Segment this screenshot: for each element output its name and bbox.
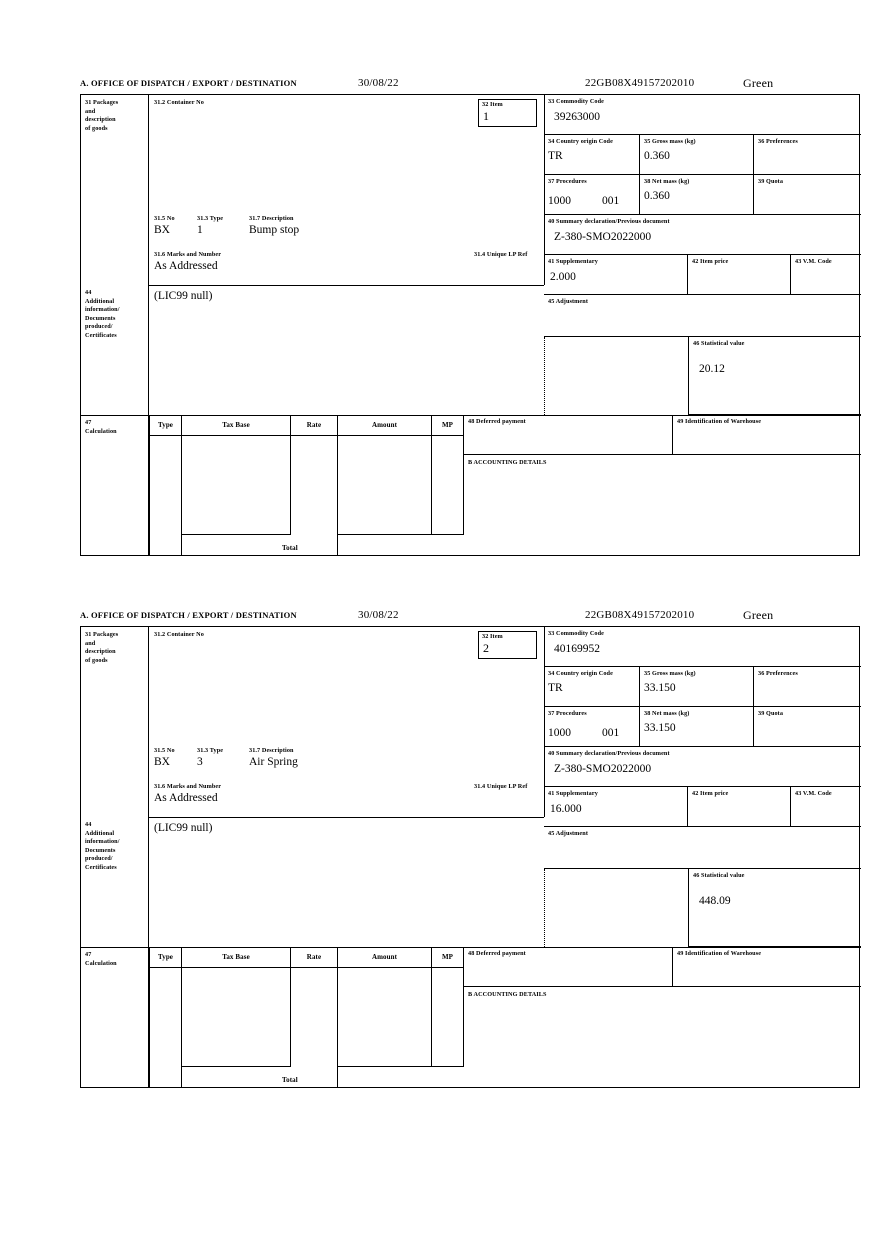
label-31-6-marks: 31.6 Marks and Number [154,251,222,258]
box-b-accounting-details [464,455,861,556]
gross-mass-value-2: 33.150 [644,681,676,694]
calc-header-rate-2: Rate [291,947,338,968]
package-type-value: 1 [197,224,203,236]
calc-body-tax-base[interactable] [182,436,291,535]
country-origin-value: TR [548,149,563,162]
label-31-5-no-2: 31.5 No [154,747,175,754]
movement-reference-number-2: 22GB08X49157202010 [585,609,695,621]
box-39-quota-2 [754,707,861,747]
box-45-label-2: 45 Adjustment [548,830,588,837]
box-32-label-2: 32 Item [482,633,503,640]
package-no-value-2: BX [154,756,170,768]
item-number-value-2: 2 [483,640,489,655]
label-31-3-type: 31.3 Type [197,215,224,222]
box-45-label: 45 Adjustment [548,298,588,305]
box-39-label: 39 Quota [758,178,784,185]
supplementary-value-2: 16.000 [550,802,582,815]
box-43-label-2: 43 V.M. Code [795,790,832,797]
marks-and-number-value-2: As Addressed [154,792,218,804]
box-31-divider [81,95,149,285]
box-38-net-mass [640,175,754,215]
box-43-label: 43 V.M. Code [795,258,832,265]
calc-header-tax-base-2: Tax Base [182,947,291,968]
label-31-3-type-2: 31.3 Type [197,747,224,754]
box-32-item-2 [478,631,537,659]
calc-header-mp: MP [432,415,464,436]
box-47-label-2: 47 Calculation [81,947,149,1088]
box-33-label-2: 33 Commodity Code [548,630,605,637]
calc-total-label-2: Total [282,1076,298,1084]
box-48-label-2: 48 Deferred payment [468,950,526,957]
procedure-code-2: 001 [602,195,620,207]
customs-declaration-form-1 [80,78,860,556]
box-49-label: 49 Identification of Warehouse [677,418,762,425]
box-37-label: 37 Procedures [548,178,587,185]
box-34-label: 34 Country origin Code [548,138,613,145]
box-46-label-2: 46 Statistical value [693,872,745,879]
calc-total-label: Total [282,544,298,552]
box-44-additional-information-2 [149,817,544,947]
package-description-value-2: Air Spring [249,756,298,768]
office-of-dispatch-label: A. OFFICE OF DISPATCH / EXPORT / DESTINATION [80,78,297,88]
office-of-dispatch-label-2: A. OFFICE OF DISPATCH / EXPORT / DESTINATION [80,610,297,620]
box-b-label: B ACCOUNTING DETAILS [468,459,547,466]
box-b-accounting-details-2 [464,987,861,1088]
item-price-value [688,267,790,271]
commodity-code-value-2: 40169952 [554,642,600,655]
procedure-code-1-2: 1000 [548,727,571,739]
box-38-label: 38 Net mass (kg) [644,178,690,185]
country-origin-value-2: TR [548,681,563,694]
box-36-preferences-2 [754,667,861,707]
box-35-label-2: 35 Gross mass (kg) [644,670,696,677]
box-47-label: 47 Calculation [81,415,149,556]
calc-total-left-2 [149,1067,182,1088]
statistical-value: 20.12 [699,362,725,375]
box-35-gross-mass-2 [640,667,754,707]
supplementary-value: 2.000 [550,270,576,283]
commodity-code-value: 39263000 [554,110,600,123]
box-46-statistical-value [688,337,861,415]
box-48-label: 48 Deferred payment [468,418,526,425]
label-31-7-description-2: 31.7 Description [249,747,294,754]
box-32-item [478,99,537,127]
box-b-label-2: B ACCOUNTING DETAILS [468,991,547,998]
box-33-commodity-code-2 [544,627,861,667]
marks-and-number-value: As Addressed [154,260,218,272]
box-44-label: 44 Additional information/ Documents produced/ Certificates [81,285,149,415]
box-36-label: 36 Preferences [758,138,798,145]
calc-body-rate[interactable] [291,436,338,535]
calc-header-type-2: Type [149,947,182,968]
box-36-preferences [754,135,861,175]
calc-body-mp-2[interactable] [432,968,464,1067]
box-43-vm-code [791,255,861,295]
box-35-gross-mass [640,135,754,175]
vm-code-value [791,267,861,271]
declaration-date: 30/08/22 [358,77,399,89]
quota-value [754,187,861,190]
box-40-label: 40 Summary declaration/Previous document [548,218,670,225]
box-41-supplementary [544,255,688,295]
box-42-label-2: 42 Item price [692,790,729,797]
box-37-label-2: 37 Procedures [548,710,587,717]
customs-declaration-form-2 [80,610,860,1088]
box-44-additional-information [149,285,544,415]
calc-body-amount-2[interactable] [338,968,432,1067]
lane-status-2: Green [743,608,774,622]
package-description-value: Bump stop [249,224,300,236]
box-36-label-2: 36 Preferences [758,670,798,677]
box-35-label: 35 Gross mass (kg) [644,138,696,145]
box-49-label-2: 49 Identification of Warehouse [677,950,762,957]
label-31-6-marks-2: 31.6 Marks and Number [154,783,222,790]
package-type-value-2: 3 [197,756,203,768]
warehouse-id-value-2 [673,959,861,962]
box-33-label: 33 Commodity Code [548,98,605,105]
box-45-adjustment [544,295,861,337]
calc-body-type-2[interactable] [149,968,182,1067]
box-32-label: 32 Item [482,101,503,108]
form-header [80,78,860,94]
additional-info-value: (LIC99 null) [154,290,213,302]
box-46-dotted-divider-2 [544,869,545,947]
box-40-label-2: 40 Summary declaration/Previous document [548,750,670,757]
calc-header-mp-2: MP [432,947,464,968]
additional-info-value-2: (LIC99 null) [154,822,213,834]
calc-total-left [149,535,182,556]
calculation-table-2 [149,947,464,1088]
deferred-payment-value-2 [464,959,672,962]
calc-header-tax-base: Tax Base [182,415,291,436]
label-31-4-unique-lp-ref-2: 31.4 Unique LP Ref [474,783,528,790]
box-37-procedures-2 [544,707,640,747]
movement-reference-number: 22GB08X49157202010 [585,77,695,89]
box-34-country-origin-2 [544,667,640,707]
box-42-item-price-2 [688,787,791,827]
item-price-value-2 [688,799,790,803]
calc-total-rate [291,535,338,556]
calc-body-type[interactable] [149,436,182,535]
calc-header-type: Type [149,415,182,436]
box-48-deferred-payment [464,415,673,455]
warehouse-id-value [673,427,861,430]
box-46-label: 46 Statistical value [693,340,745,347]
calculation-table [149,415,464,556]
container-no-label-2: 31.2 Container No [154,631,204,638]
deferred-payment-value [464,427,672,430]
accounting-details-value-2 [464,1000,861,1003]
statistical-value-2: 448.09 [699,894,731,907]
box-43-vm-code-2 [791,787,861,827]
box-38-net-mass-2 [640,707,754,747]
box-31-divider-2 [81,627,149,817]
previous-document-value-2: Z-380-SMO2022000 [554,762,652,775]
box-40-previous-document-2 [544,747,861,787]
box-41-supplementary-2 [544,787,688,827]
box-39-label-2: 39 Quota [758,710,784,717]
box-46-dotted-divider [544,337,545,415]
calc-body-mp[interactable] [432,436,464,535]
calc-header-amount-2: Amount [338,947,432,968]
calc-body-rate-2[interactable] [291,968,338,1067]
package-no-value: BX [154,224,170,236]
label-31-7-description: 31.7 Description [249,215,294,222]
calc-body-amount[interactable] [338,436,432,535]
quota-value-2 [754,719,861,722]
vm-code-value-2 [791,799,861,803]
box-31-label: 31 Packages and description of goods [85,99,119,132]
form-header-2 [80,610,860,626]
net-mass-value: 0.360 [644,189,670,202]
accounting-details-value [464,468,861,471]
container-no-label: 31.2 Container No [154,99,204,106]
box-49-warehouse [673,415,861,455]
box-42-label: 42 Item price [692,258,729,265]
net-mass-value-2: 33.150 [644,721,676,734]
calc-header-amount: Amount [338,415,432,436]
box-40-previous-document [544,215,861,255]
procedure-code-2-2: 001 [602,727,620,739]
label-31-4-unique-lp-ref: 31.4 Unique LP Ref [474,251,528,258]
calc-body-tax-base-2[interactable] [182,968,291,1067]
declaration-box [80,94,860,556]
declaration-date-2: 30/08/22 [358,609,399,621]
box-49-warehouse-2 [673,947,861,987]
box-48-deferred-payment-2 [464,947,673,987]
box-41-label: 41 Supplementary [548,258,598,265]
box-39-quota [754,175,861,215]
box-33-commodity-code [544,95,861,135]
label-31-5-no: 31.5 No [154,215,175,222]
box-45-adjustment-2 [544,827,861,869]
adjustment-value-2 [544,839,861,843]
previous-document-value: Z-380-SMO2022000 [554,230,652,243]
adjustment-value [544,307,861,311]
calc-total-rate-2 [291,1067,338,1088]
procedure-code-1: 1000 [548,195,571,207]
declaration-box-2 [80,626,860,1088]
preferences-value [754,147,861,150]
box-34-country-origin [544,135,640,175]
lane-status: Green [743,76,774,90]
box-46-statistical-value-2 [688,869,861,947]
box-42-item-price [688,255,791,295]
box-41-label-2: 41 Supplementary [548,790,598,797]
calc-header-rate: Rate [291,415,338,436]
gross-mass-value: 0.360 [644,149,670,162]
box-44-label-2: 44 Additional information/ Documents produced/ Certificates [81,817,149,947]
box-37-procedures [544,175,640,215]
item-number-value: 1 [483,108,489,123]
box-34-label-2: 34 Country origin Code [548,670,613,677]
box-38-label-2: 38 Net mass (kg) [644,710,690,717]
box-31-label-2: 31 Packages and description of goods [85,631,119,664]
preferences-value-2 [754,679,861,682]
